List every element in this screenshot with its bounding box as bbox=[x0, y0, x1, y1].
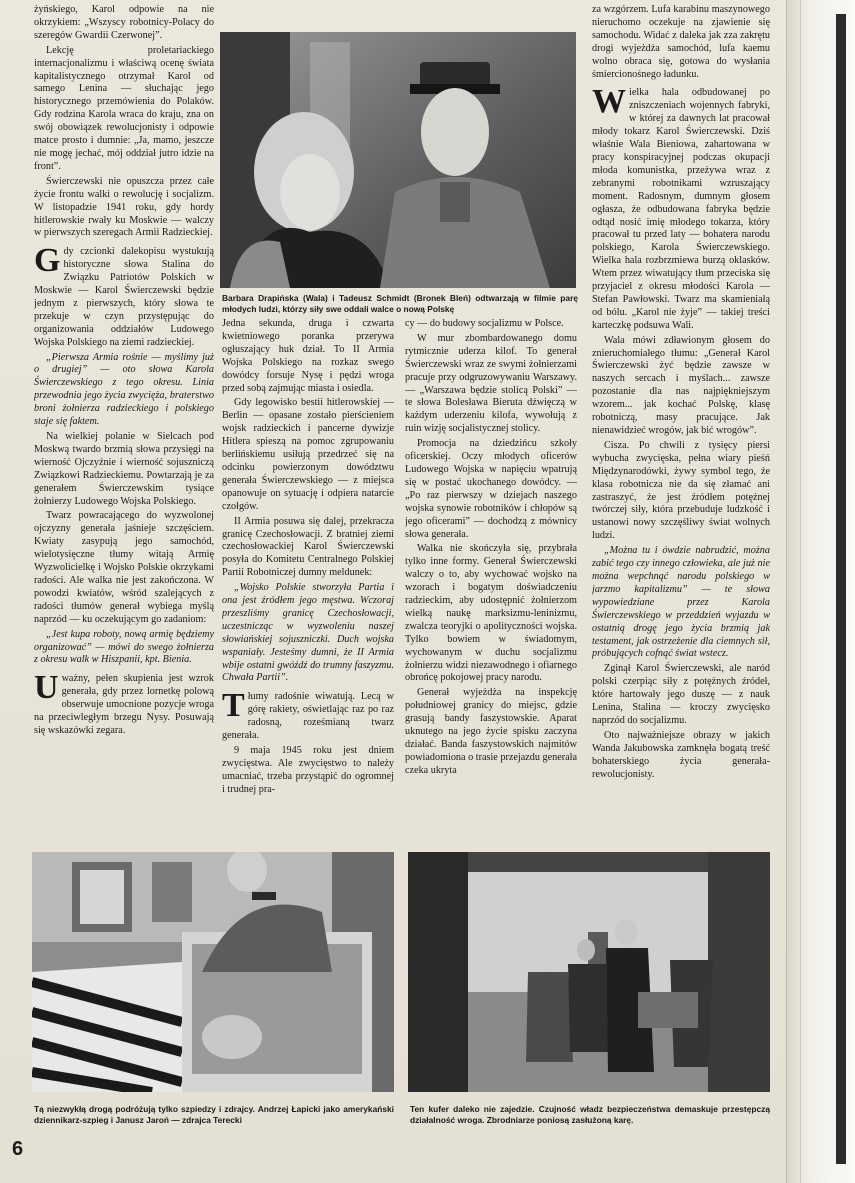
quote-paragraph: „Wojsko Polskie stworzyła Partia i ona jest źródłem jego męstwa. Wczoraj przeszliśmy granicę Czechosłowacji, uczestnicząc w wyzwoleniu naszej słowiańskiej sojuszniczki. Duch wojska wspaniały. Jesteśmy dumni, że II Armia wbije ostatni gwóźdź do trumny faszyzmu. Chwała Partii”. bbox=[222, 582, 394, 684]
paragraph: Zginął Karol Świerczewski, ale naród polski czerpiąc siły z potężnych źródeł, które hartowały jego duszę — z nauk Lenina, Stalina — kroczy zwycięsko naprzód do socjalizmu. bbox=[592, 663, 770, 726]
paragraph: za wzgórzem. Lufa karabinu maszynowego nieruchomo oczekuje na zjawienie się samochodu. Widać z daleka jak zza zakrętu drogi wyjeżdża samochód, lufa kaemu wolno obraca się, gotowa do wysłania śmiercionośnego ładunku. bbox=[592, 4, 770, 80]
paragraph: Cisza. Po chwili z tysięcy piersi wybucha zwycięska, pełna wiary pieśń Międzynarodówki, żywy symbol tego, że klasa robotnicza nie da się złamać ani zastraszyć, że jest źródłem potężnej twórczej siły, która przebuduje ludzkość i ustanowi nowy szczęśliwy świat wolnych ludzi. bbox=[592, 439, 770, 542]
paragraph-dropcap: Uważny, pełen skupienia jest wzrok generała, gdy przez lornetkę polową obserwuje umocnione pozycje wroga na przeciwległym brzegu Nysy. Posuwają się wskazówki zegara. bbox=[34, 669, 214, 736]
photo-caption-bottom-left: Tą niezwykłą drogą podróżują tylko szpiedzy i zdrajcy. Andrzej Łapicki jako amerykański dziennikarz-szpieg i Janusz Jaroń — zdrajca Terecki bbox=[34, 1104, 394, 1125]
arrest-photo-image bbox=[408, 852, 770, 1092]
paragraph: Promocja na dziedzińcu szkoły oficerskiej. Oczy młodych oficerów Ludowego Wojska w napięciu wpatrują się w postać ukochanego dowódcy. — „Po raz pierwszy w dziejach naszego wojska synowie robotników i chłopów są jego oficerami” — dochodzą z mównicy słowa generała. bbox=[405, 438, 577, 540]
trunk-photo-image bbox=[32, 852, 394, 1092]
paragraph: 9 maja 1945 roku jest dniem zwycięstwa. Ale zwycięstwo to należy umacniać, trzeba przystąpić do ogromnej i trudnej pra- bbox=[222, 745, 394, 795]
paragraph: Wala mówi zdławionym głosem do znieruchomiałego tłumu: „Generał Karol Świerczewski żyć będzie zawsze w naszych sercach i myślach... zawsze pozostanie dla nas najpiękniejszym wzorem... jak kochać Polskę, klasę robotniczą, masy pracujące. Jak nienawidzieć wrogów, jak bić wrogów”. bbox=[592, 334, 770, 436]
article-column-3 bbox=[405, 318, 577, 830]
paragraph-dropcap: Gdy czcionki dalekopisu wystukują historyczne słowa Stalina do Związku Patriotów Polskich w Moskwie — Karol Świerczewski będzie jednym z pierwszych, który słowa te przekuje w czyn przystępując do organizowania oddziałów Ludowego Wojska Polskiego na ziemi radzieckiej. bbox=[34, 242, 214, 348]
quote-paragraph: „Jest kupa roboty, nową armię będziemy organizować” — mówi do swego żołnierza z okresu walk w Hiszpanii, kpt. Bienia. bbox=[34, 628, 214, 666]
paragraph: Generał wyjeżdża na inspekcję południowej granicy do miejsc, gdzie grasują bandy faszystowskie. Aparat uknutego na jego życie spisku zaczyna działać. Banda faszystowskich najmitów powiadomiona o trasie przejazdu generała czeka ukryta bbox=[405, 687, 577, 776]
photo-caption-top: Barbara Drapińska (Wala) i Tadeusz Schmidt (Bronek Bleń) odtwarzają w filmie parę młodych ludzi, którzy siły swe oddali walce o nową Polskę bbox=[222, 293, 578, 314]
paragraph-dropcap: Tłumy radośnie wiwatują. Lecą w górę rakiety, oświetlając raz po raz radosną, roześmianą twarz generała. bbox=[222, 687, 394, 742]
article-column-1 bbox=[34, 4, 214, 830]
page-fold-line bbox=[800, 0, 801, 1183]
article-column-2 bbox=[222, 318, 394, 830]
paragraph: Walka nie skończyła się, przybrała tylko inne formy. Generał Świerczewski walczy o to, aby wychować wojsko na wzorach i bogatym doświadczeniu radzieckim, aby udostępnić żołnierzom wielką naukę marksizmu-leninizmu, zwalcza teoryjki o apolityczności wojska. Tylko bowiem w świadomym, wychowanym w duchu socjalizmu żołnierzu widzi niezawodnego i ofiarnego obrońcę pokojowej pracy narodu. bbox=[405, 543, 577, 684]
paragraph: Gdy legowisko bestii hitlerowskiej — Berlin — opasane zostało pierścieniem wojsk radzieckich i pancerne dywizje Hitlera spieszą na pomoc zgrupowaniu berlińskiemu usiłują przedrzeć się na odcinku powierzonym dowództwu generała Świerczewskiego — z miejsca opanowuje on sytuację i odpiera natarcie czołgów. bbox=[222, 397, 394, 512]
paragraph: Na wielkiej polanie w Sielcach pod Moskwą twardo brzmią słowa przysięgi na wierność Ojczyźnie i wierność sojuszniczą Związkowi Radzieckiemu. Powtarzają je za generałem Świerczewskim tysiące żołnierzy Ludowego Wojska Polskiego. bbox=[34, 431, 214, 507]
paragraph: cy — do budowy socjalizmu w Polsce. bbox=[405, 318, 564, 329]
paragraph: Jedna sekunda, druga i czwarta kwietniowego poranka przerywa ogłuszający huk dział. To II Armia Wojska Polskiego na rozkaz swego dowódcy forsuje Nysę i pędzi wroga przed sobą zajmując miasta i osiedla. bbox=[222, 318, 394, 394]
paragraph: Lekcję proletariackiego internacjonalizmu i właściwą ocenę świata kapitalistycznego otrzymał Karol od samego Lenina — słuchając jego historycznego przemówienia do Polaków. Gdy rodzina Karola wraca do kraju, zna on swój obowiązek rewolucjonisty i odpowie matce prosto i dumnie: „Ja, mamo, jeszcze nie mogę jechać, mój oddział jutro idzie na front”. bbox=[34, 44, 214, 172]
quote-paragraph: „Pierwsza Armia rośnie — myślimy już o drugiej” — oto słowa Karola Świerczewskiego z tego okresu. Linia przewodnia jego życia zwycięża, braterstwo broni żołnierza radzieckiego i polskiego staje się faktem. bbox=[34, 351, 214, 428]
film-still-wala-bronek bbox=[220, 32, 576, 288]
binding-strip bbox=[836, 14, 846, 1164]
paragraph-dropcap: Wielka hala odbudowanej po zniszczeniach wojennych fabryki, w której za dawnych lat pracował młody tokarz Karol Świerczewski. Dziś właśnie Wala Bieniowa, zahartowana w pracy konspiracyjnej podczas okupacji młoda komunistka, przeżywa wraz z zebranymi robotnikami wzruszający moment. Radosnym, dumnym głosem ogłasza, że odbudowana fabryka będzie odtąd nosić imię młodego tokarza, który pracował tu przed laty — bohatera narodu polskiego, Karola Świerczewskiego. Wielka hala rozbrzmiewa burzą oklasków. Wtem przez wiwatujący tłum przeciska się przyjaciel z okresu młodości Karola — Stefan Pawłowski. Twarz ma skamieniałą od bólu. „Karol nie żyje” — takiej treści karteczkę podsuwa Wali. bbox=[592, 83, 770, 331]
paragraph: II Armia posuwa się dalej, przekracza granicę Czechosłowacji. Z bratniej ziemi czechosłowackiej Karol Świerczewski posyła do Komitetu Centralnego Polskiej Partii Robotniczej dumny meldunek: bbox=[222, 515, 394, 579]
film-still-arrest bbox=[408, 852, 770, 1092]
film-still-trunk-spies bbox=[32, 852, 394, 1092]
article-column-4 bbox=[592, 4, 770, 830]
paragraph: Świerczewski nie opuszcza przez całe życie frontu walki o rewolucję i socjalizm. W listopadzie 1941 roku, gdy hordy hitlerowskie rwały ku Moskwie — walczy w pierwszych szeregach Armii Radzieckiej. bbox=[34, 175, 214, 239]
page-number: 6 bbox=[12, 1138, 24, 1160]
paragraph: żyńskiego, Karol odpowie na nie okrzykiem: „Wszyscy robotnicy-Polacy do szeregów Gwardii Czerwonej”. bbox=[34, 4, 214, 41]
film-still-image bbox=[220, 32, 576, 288]
paragraph: Oto najważniejsze obrazy w jakich Wanda Jakubowska zamknęła bogatą treść bohaterskiego życia generała-rewolucjonisty. bbox=[592, 729, 770, 780]
quote-paragraph: „Można tu i ówdzie nabrudzić, można zabić tego czy innego człowieka, ale już nie można wepchnąć narodu polskiego w jarzmo kapitalizmu” — te słowa wypowiedziane przez Karola Świerczewskiego w przeddzień wyjazdu w ostatnią drogę jego życia brzmią jak testament, jak ostrzeżenie dla ciemnych sił, próbujących cofnąć świat wstecz. bbox=[592, 545, 770, 660]
paragraph: W mur zbombardowanego domu rytmicznie uderza kilof. To generał Świerczewski wraz ze swymi żołnierzami pracuje przy odgruzowywaniu Warszawy. — „Warszawa będzie stolicą Polski” — te słowa Bolesława Bieruta dźwięczą w każdym uderzeniu kilofa, wywołują z ruin wizję socjalistycznej stolicy. bbox=[405, 332, 577, 435]
photo-caption-bottom-right: Ten kufer daleko nie zajedzie. Czujność władz bezpieczeństwa demaskuje przestępczą działalność wroga. Zbrodniarze poniosą zasłużoną karę. bbox=[410, 1104, 770, 1125]
paragraph: Twarz powracającego do wyzwolonej ojczyzny generała jaśnieje szczęściem. Kwiaty zasypują jego samochód, wielotysięczne tłumy witają Armię Wyzwolicielkę i Wojsko Polskie okrzykami radości. Ale walka nie jest zakończona. W powodzi kwiatów, wśród szalejących z radości tłumów generał wybiega myślą naprzód — ku oczekującym go zadaniom: bbox=[34, 510, 214, 625]
